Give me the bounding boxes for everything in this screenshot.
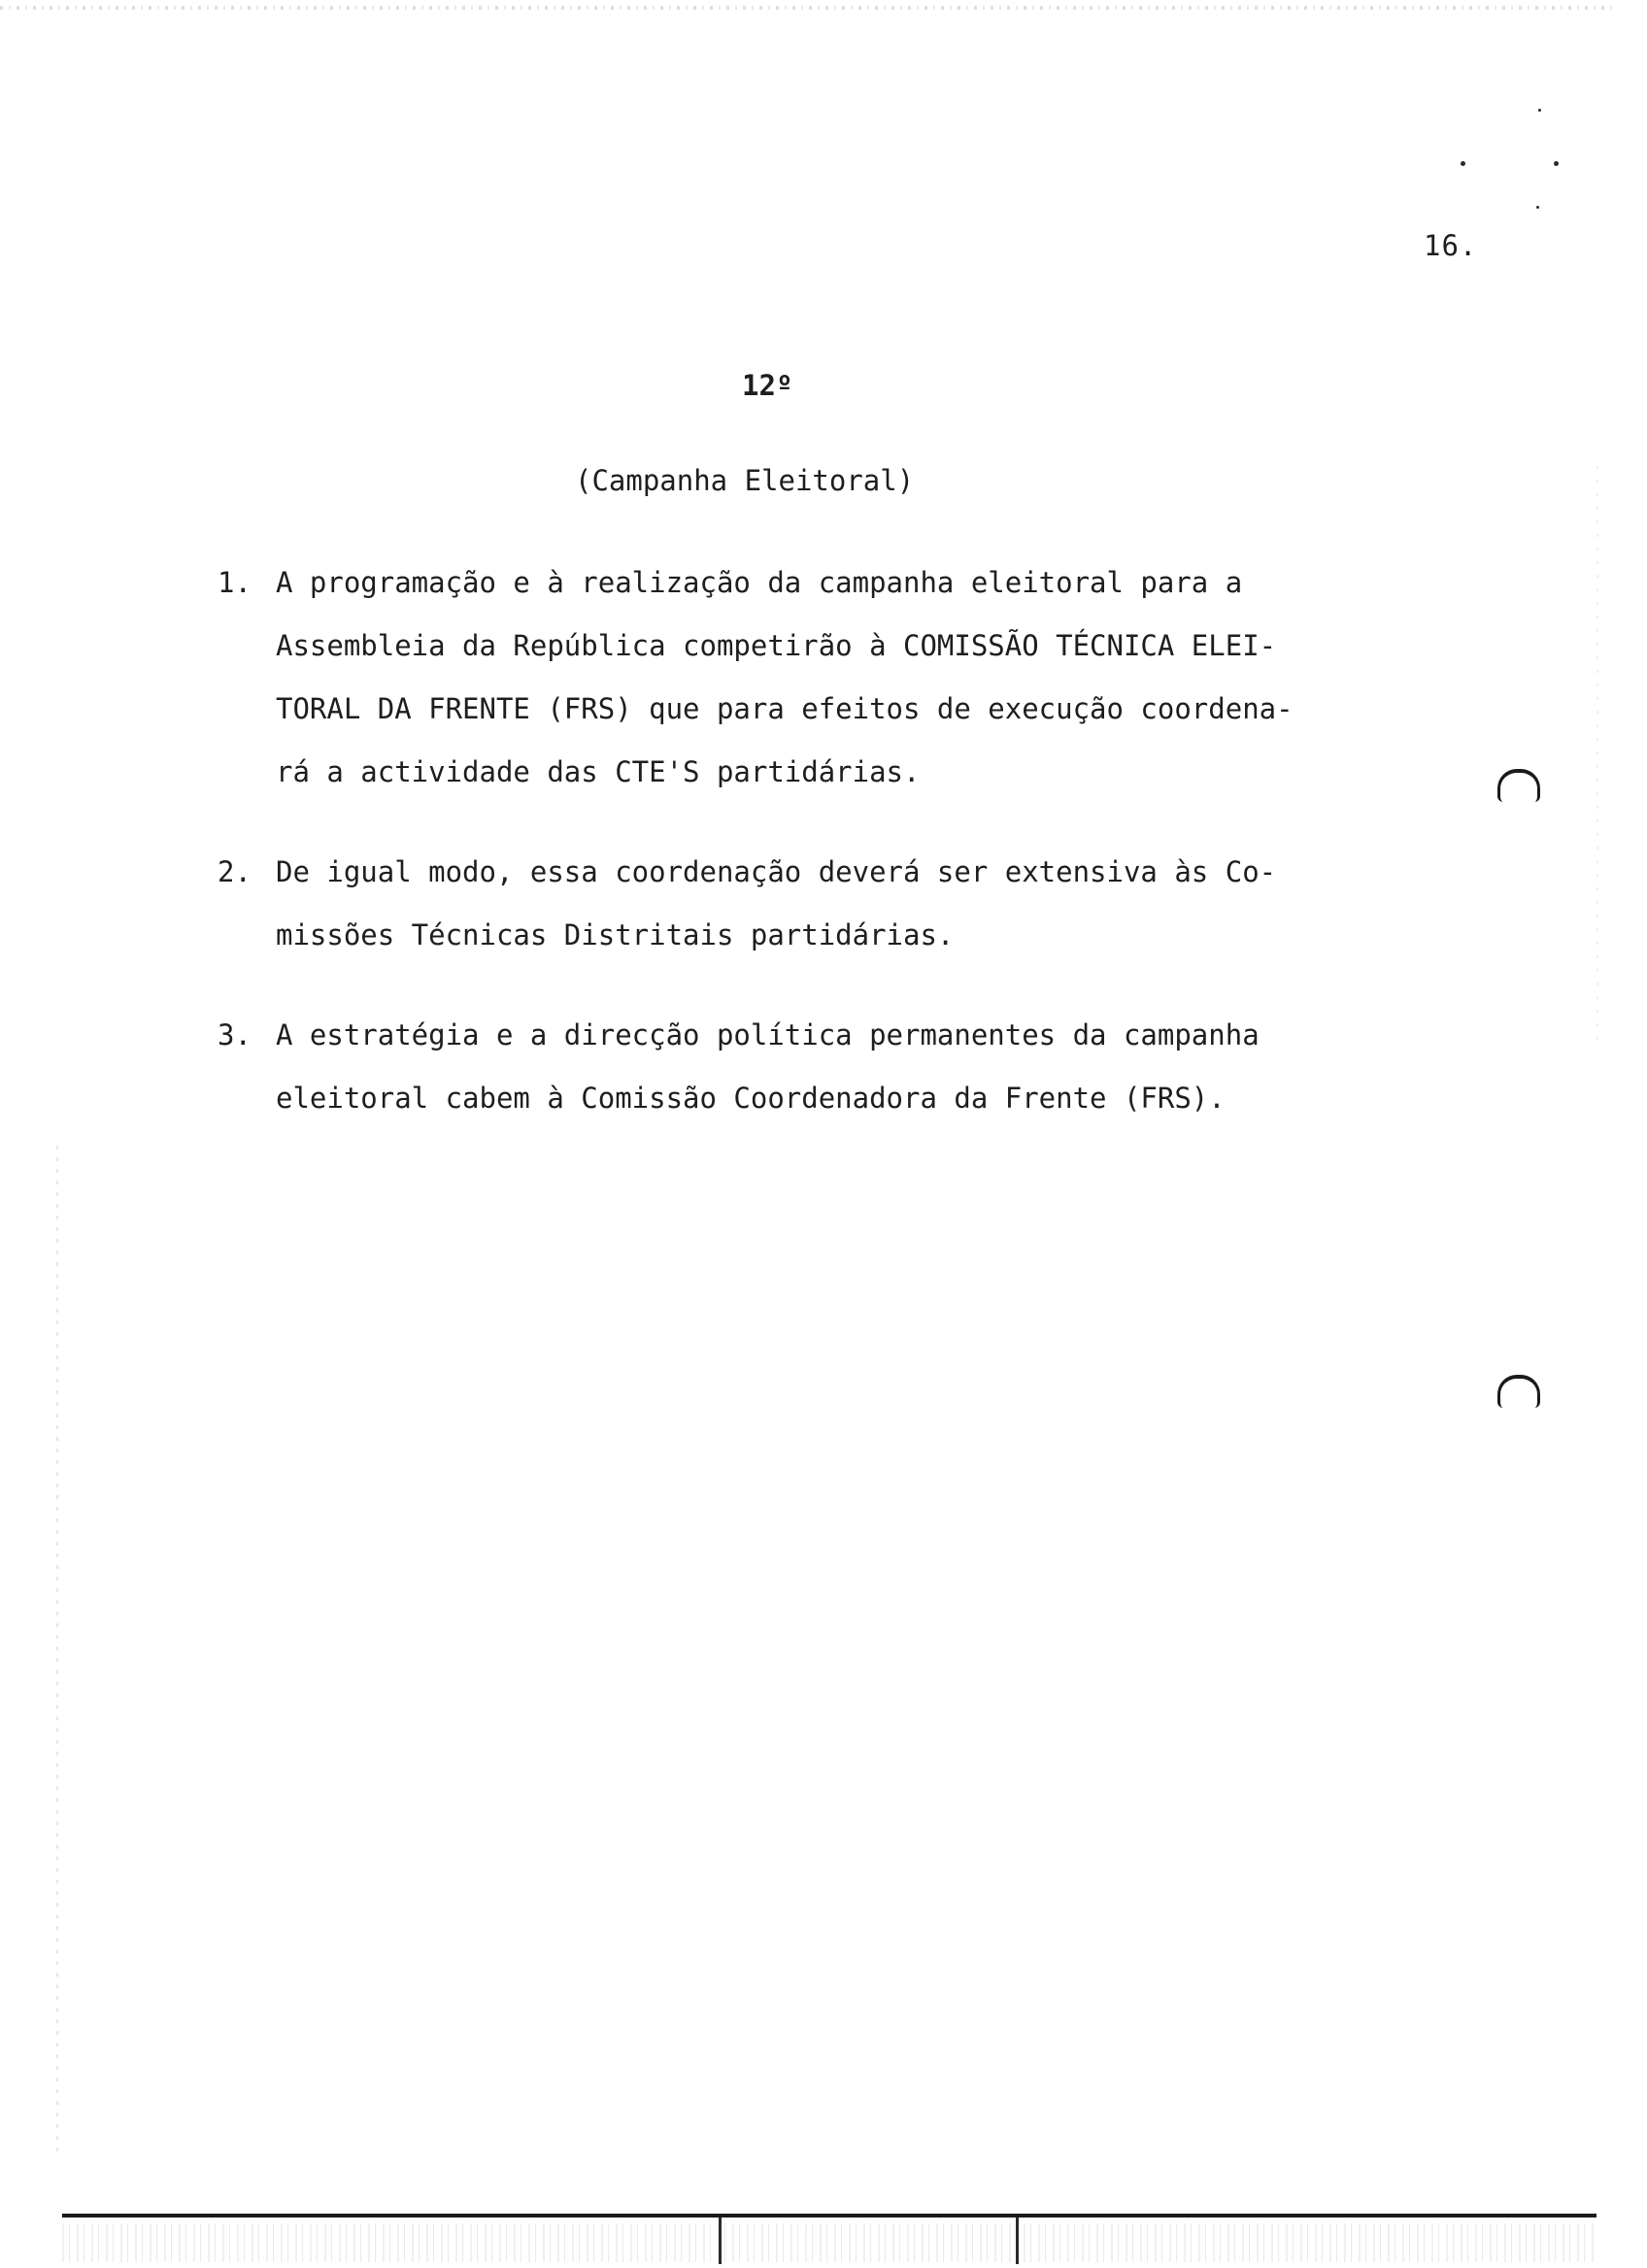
text-line: rá a actividade das CTE'S partidárias.: [276, 755, 921, 788]
scan-noise-top: [0, 6, 1612, 10]
list-item-text: [276, 841, 1441, 967]
scan-mark: [719, 2218, 722, 2264]
scan-speck: [1538, 109, 1541, 112]
scan-speck: [1536, 206, 1539, 209]
text-line: A estratégia e a direcção política permanentes da campanha: [276, 1018, 1260, 1051]
page-number: 16.: [1424, 229, 1478, 262]
section-title: (Campanha Eleitoral): [575, 464, 915, 497]
text-line: Assembleia da República competirão à COMISSÃO TÉCNICA ELEI-: [276, 629, 1277, 662]
list-item-text: [276, 1004, 1441, 1130]
scan-speck: [1461, 161, 1465, 166]
article-number: 12º: [742, 369, 793, 402]
text-line: A programação e à realização da campanha eleitoral para a: [276, 566, 1243, 599]
scan-noise-right: [1597, 466, 1598, 1049]
list-item-number: 3.: [218, 1018, 252, 1051]
list-item-number: 2.: [218, 855, 252, 888]
text-line: eleitoral cabem à Comissão Coordenadora da Frente (FRS).: [276, 1082, 1226, 1115]
bottom-rule: [62, 2214, 1597, 2218]
scan-noise-bottom: [62, 2223, 1597, 2262]
text-line: TORAL DA FRENTE (FRS) que para efeitos de execução coordena-: [276, 692, 1294, 725]
punch-hole-icon: [1497, 1375, 1540, 1408]
text-line: De igual modo, essa coordenação deverá ser extensiva às Co-: [276, 855, 1277, 888]
list-item-text: [276, 551, 1441, 804]
list-item-number: 1.: [218, 566, 252, 599]
scan-noise-left: [56, 1146, 58, 2155]
scan-mark: [1016, 2218, 1019, 2264]
punch-hole-icon: [1497, 769, 1540, 802]
scan-speck: [1554, 161, 1559, 166]
text-line: missões Técnicas Distritais partidárias.: [276, 918, 955, 951]
